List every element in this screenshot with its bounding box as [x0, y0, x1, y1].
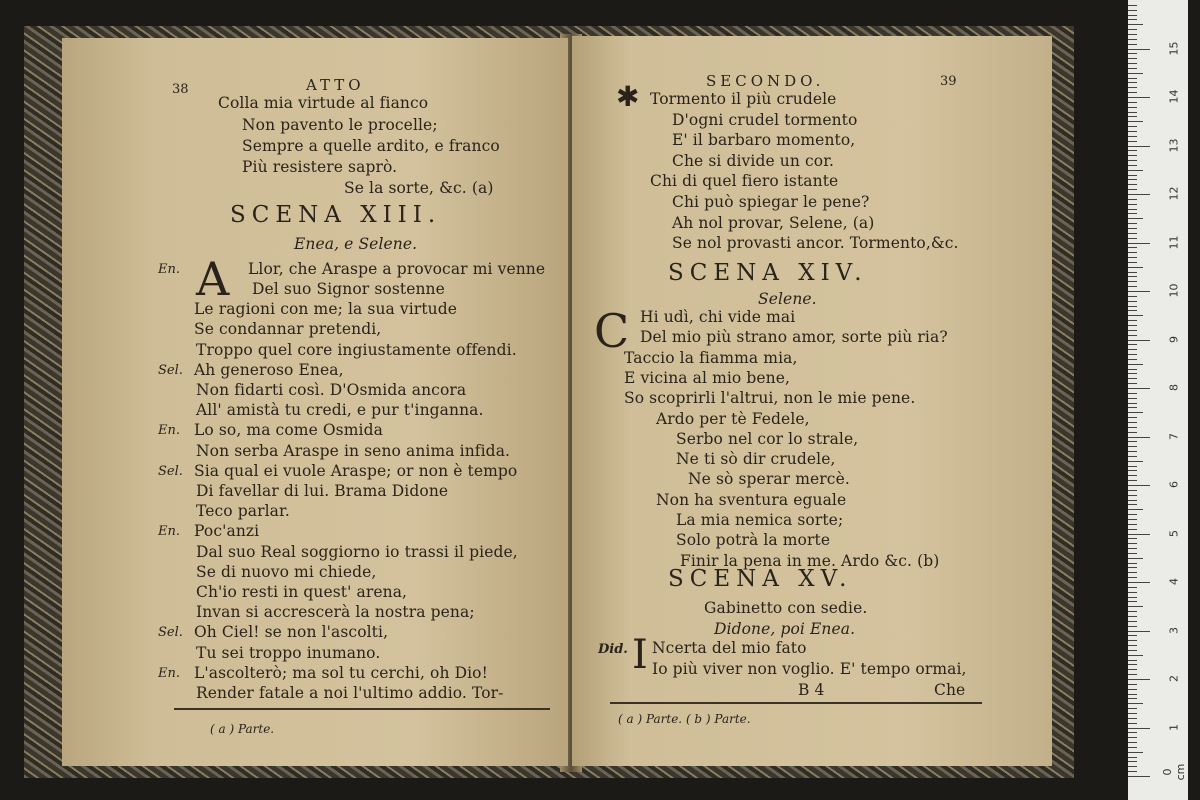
ruler-tick	[1128, 252, 1137, 253]
ruler-tick	[1128, 49, 1150, 50]
speaker-label: Did.	[598, 642, 628, 657]
ruler-tick	[1128, 364, 1143, 365]
speaker-label: Sel.	[158, 463, 183, 479]
ruler-tick	[1128, 175, 1137, 176]
dialogue-line: L'ascolterò; ma sol tu cerchi, oh Dio!	[194, 663, 488, 682]
verse-line: Non pavento le procelle;	[242, 116, 438, 134]
ruler-tick	[1128, 403, 1137, 404]
dialogue-line: Sia qual ei vuole Araspe; or non è tempo	[194, 461, 518, 480]
dialogue-line: Oh Ciel! se non l'ascolti,	[194, 623, 389, 642]
scene-setting: Gabinetto con sedie.	[704, 599, 868, 617]
ruler-tick	[1128, 422, 1137, 423]
verse-line: Ah nol provar, Selene, (a)	[672, 213, 875, 232]
ruler-tick	[1128, 631, 1150, 632]
verse-line: Ne ti sò dir crudele,	[676, 450, 836, 469]
ruler-label: 5	[1167, 529, 1181, 537]
ruler-tick	[1128, 761, 1137, 762]
ruler-tick	[1128, 247, 1137, 248]
drop-cap: A	[196, 252, 230, 306]
footnote-rule	[610, 702, 982, 704]
ruler-tick	[1128, 29, 1137, 30]
running-head: SECONDO.	[706, 72, 825, 90]
verse-line: Non ha sventura eguale	[656, 490, 847, 509]
ruler-tick	[1128, 737, 1137, 738]
ruler-tick	[1128, 272, 1137, 273]
ruler-tick	[1128, 412, 1143, 413]
ruler-label: 9	[1167, 335, 1181, 343]
ruler-tick	[1128, 432, 1137, 433]
ruler-tick	[1128, 267, 1143, 268]
verse-line: Hi udì, chi vide mai	[640, 308, 796, 326]
ruler-tick	[1128, 650, 1137, 651]
dialogue-line: Llor, che Araspe a provocar mi venne	[248, 260, 546, 278]
dialogue-line: Dal suo Real soggiorno io trassi il piede,	[196, 542, 518, 561]
ruler-tick	[1128, 354, 1137, 355]
signature-mark: B 4	[798, 681, 825, 699]
ruler-tick	[1128, 470, 1137, 471]
ruler-tick	[1128, 223, 1137, 224]
ruler-tick	[1128, 39, 1137, 40]
ruler-tick	[1128, 131, 1137, 132]
ruler-tick	[1128, 606, 1143, 607]
ruler-tick	[1128, 146, 1150, 147]
dialogue-line: Non serba Araspe in seno anima infida.	[196, 441, 511, 460]
running-head: ATTO	[306, 76, 365, 94]
ruler-tick	[1128, 635, 1137, 636]
ruler-tick	[1128, 771, 1137, 772]
ruler-label: 10	[1167, 283, 1181, 298]
verse-line: Chi può spiegar le pene?	[672, 193, 870, 211]
ruler-tick	[1128, 315, 1143, 316]
ruler-tick	[1128, 407, 1137, 408]
ruler-tick	[1128, 597, 1137, 598]
dialogue-line: Ch'io resti in quest' arena,	[196, 583, 408, 601]
dialogue-line: Teco parlar.	[196, 502, 290, 521]
verse-line: So scoprirli l'altrui, non le mie pene.	[624, 389, 916, 408]
verse-line: Ne sò sperar mercè.	[688, 470, 850, 489]
ruler-tick	[1128, 58, 1137, 59]
verse-line: Del mio più strano amor, sorte più ria?	[640, 328, 948, 347]
verse-line: La mia nemica sorte;	[676, 511, 844, 529]
ruler-tick	[1128, 78, 1137, 79]
ruler-tick	[1128, 378, 1137, 379]
ruler-tick	[1128, 92, 1137, 93]
ruler-tick	[1128, 558, 1143, 559]
dialogue-line: Di favellar di lui. Brama Didone	[196, 482, 449, 500]
ruler-tick	[1128, 519, 1137, 520]
ruler-tick	[1128, 276, 1137, 277]
ruler-tick	[1128, 369, 1137, 370]
ruler-tick	[1128, 126, 1137, 127]
ruler-tick	[1128, 732, 1137, 733]
ruler-tick	[1128, 529, 1137, 530]
ruler-tick	[1128, 179, 1137, 180]
ruler-tick	[1128, 359, 1137, 360]
verse-line: Colla mia virtude al fianco	[218, 94, 429, 112]
ruler-tick	[1128, 102, 1137, 103]
speaker-label: En.	[158, 524, 180, 540]
ruler-tick	[1128, 199, 1137, 200]
ruler-tick	[1128, 485, 1150, 486]
scene-characters: Selene.	[758, 290, 817, 308]
ruler-tick	[1128, 121, 1143, 122]
ruler-tick	[1128, 73, 1143, 74]
ruler-tick	[1128, 383, 1137, 384]
ruler-label: 0 cm	[1161, 763, 1187, 781]
ruler-tick	[1128, 480, 1137, 481]
verse-line: Ncerta del mio fato	[652, 639, 807, 657]
ruler-tick	[1128, 427, 1137, 428]
footnote: ( a ) Parte. ( b ) Parte.	[618, 712, 751, 726]
ruler-tick	[1128, 538, 1137, 539]
ruler-tick	[1128, 611, 1137, 612]
ruler-tick	[1128, 160, 1137, 161]
ruler-tick	[1128, 218, 1143, 219]
ruler-tick	[1128, 107, 1137, 108]
verse-line: Io più viver non voglio. E' tempo ormai,	[652, 660, 967, 678]
ruler-tick	[1128, 233, 1137, 234]
ruler-tick	[1128, 87, 1137, 88]
ruler-tick	[1128, 645, 1137, 646]
ruler-label: 8	[1167, 384, 1181, 391]
ruler-tick	[1128, 306, 1137, 307]
ruler-tick	[1128, 553, 1137, 554]
ruler-tick	[1128, 703, 1143, 704]
ruler-tick	[1128, 330, 1137, 331]
ruler-tick	[1128, 747, 1137, 748]
ruler-tick	[1128, 170, 1143, 171]
ruler-tick	[1128, 543, 1137, 544]
ruler-tick	[1128, 621, 1137, 622]
ruler-tick	[1128, 228, 1137, 229]
dialogue-line: Invan si accrescerà la nostra pena;	[196, 603, 475, 622]
dialogue-line: All' amistà tu credi, e pur t'inganna.	[196, 401, 484, 420]
ruler-tick	[1128, 335, 1137, 336]
left-page	[62, 38, 568, 766]
ruler-tick	[1128, 24, 1143, 25]
verse-line: Se nol provasti ancor. Tormento,&c.	[672, 234, 959, 253]
dialogue-line: Non fidarti così. D'Osmida ancora	[196, 381, 467, 399]
ruler-tick	[1128, 437, 1150, 438]
ruler-tick	[1128, 136, 1137, 137]
ruler-tick	[1128, 349, 1137, 350]
right-page	[572, 36, 1052, 766]
verse-line: Serbo nel cor lo strale,	[676, 429, 859, 448]
ruler-tick	[1128, 616, 1137, 617]
ruler-tick	[1128, 340, 1150, 341]
ruler-label: 12	[1167, 186, 1181, 201]
ruler-tick	[1128, 325, 1137, 326]
ruler-tick	[1128, 296, 1137, 297]
ruler-tick	[1128, 291, 1150, 292]
dialogue-line: Troppo quel core ingiustamente offendi.	[196, 340, 517, 359]
ruler-label: 4	[1167, 578, 1181, 585]
ruler-tick	[1128, 548, 1137, 549]
page-number: 39	[940, 74, 957, 89]
scene-characters: Enea, e Selene.	[294, 235, 418, 253]
speaker-label: Sel.	[158, 362, 183, 378]
ruler-tick	[1128, 44, 1137, 45]
ruler-tick	[1128, 393, 1137, 394]
ruler-label: 15	[1167, 41, 1181, 55]
ruler-tick	[1128, 446, 1137, 447]
ruler-tick	[1128, 728, 1150, 729]
verse-line: Taccio la fiamma mia,	[624, 348, 798, 367]
ruler-tick	[1128, 204, 1137, 205]
ruler-tick	[1128, 534, 1150, 535]
ruler-tick	[1128, 417, 1137, 418]
ruler-tick	[1128, 669, 1137, 670]
ruler-tick	[1128, 587, 1137, 588]
scene-characters: Didone, poi Enea.	[714, 620, 856, 638]
ruler-label: 3	[1167, 626, 1181, 634]
ruler-tick	[1128, 504, 1137, 505]
verse-line: Più resistere saprò.	[242, 158, 398, 176]
ruler-tick	[1128, 664, 1137, 665]
ruler-tick	[1128, 757, 1137, 758]
verse-line: Tormento il più crudele	[650, 90, 837, 108]
dialogue-line: Se condannar pretendi,	[194, 320, 382, 339]
ruler-tick	[1128, 466, 1137, 467]
ruler-tick	[1128, 679, 1150, 680]
scene-heading: SCENA XIV.	[668, 260, 868, 286]
ruler-tick	[1128, 495, 1137, 496]
ruler-tick	[1128, 257, 1137, 258]
ruler-tick	[1128, 694, 1137, 695]
drop-cap: C	[594, 304, 630, 358]
ruler-tick	[1128, 655, 1143, 656]
ruler-tick	[1128, 238, 1137, 239]
ruler-tick	[1128, 660, 1137, 661]
page-number: 38	[172, 82, 189, 97]
ruler-tick	[1128, 344, 1137, 345]
ruler-tick	[1128, 640, 1137, 641]
ruler-tick	[1128, 262, 1137, 263]
ruler-tick	[1128, 320, 1137, 321]
ruler-tick	[1128, 184, 1137, 185]
ruler-tick	[1128, 15, 1137, 16]
dialogue-line: Tu sei troppo inumano.	[196, 643, 381, 662]
ruler-tick	[1128, 150, 1137, 151]
ruler-tick	[1128, 441, 1137, 442]
ruler-tick	[1128, 373, 1137, 374]
speaker-label: En.	[158, 665, 180, 681]
ruler-tick	[1128, 490, 1137, 491]
ruler-tick	[1128, 626, 1137, 627]
ruler-tick	[1128, 388, 1150, 389]
ruler-tick	[1128, 68, 1137, 69]
ruler-tick	[1128, 500, 1137, 501]
ruler-tick	[1128, 689, 1137, 690]
ruler-tick	[1128, 577, 1137, 578]
ruler-tick	[1128, 53, 1137, 54]
ruler-tick	[1128, 509, 1143, 510]
verse-line: D'ogni crudel tormento	[672, 110, 858, 129]
ruler-tick	[1128, 572, 1137, 573]
ruler-label: 13	[1167, 138, 1181, 152]
ruler-label: 1	[1167, 723, 1181, 731]
ruler-label: 6	[1167, 481, 1181, 488]
ruler-tick	[1128, 281, 1137, 282]
ruler-tick	[1128, 97, 1150, 98]
ruler-tick	[1128, 742, 1137, 743]
ruler-tick	[1128, 398, 1137, 399]
ruler-tick	[1128, 475, 1137, 476]
ruler-tick	[1128, 451, 1137, 452]
ruler-tick	[1128, 567, 1137, 568]
ruler-label: 2	[1167, 675, 1181, 682]
ruler-tick	[1128, 82, 1137, 83]
verse-line: Ardo per tè Fedele,	[656, 409, 810, 428]
ruler-tick	[1128, 19, 1137, 20]
ruler-tick	[1128, 189, 1137, 190]
footnote-rule	[174, 708, 550, 710]
catchword: Che	[934, 681, 966, 699]
ruler-tick	[1128, 286, 1137, 287]
ruler-tick	[1128, 563, 1137, 564]
ruler-tick	[1128, 141, 1137, 142]
dialogue-line: Del suo Signor sostenne	[252, 280, 445, 298]
drop-cap: I	[632, 632, 648, 678]
speaker-label: En.	[158, 262, 180, 277]
ruler-tick	[1128, 243, 1150, 244]
verse-line: Che si divide un cor.	[672, 151, 835, 170]
scene-heading: SCENA XV.	[668, 566, 853, 592]
verse-line: Solo potrà la morte	[676, 531, 831, 550]
ruler-tick	[1128, 213, 1137, 214]
ruler-tick	[1128, 209, 1137, 210]
asterisk-mark: ✱	[616, 80, 640, 113]
ruler-tick	[1128, 723, 1137, 724]
ruler-tick	[1128, 456, 1137, 457]
verse-line: E vicina al mio bene,	[624, 368, 791, 387]
ruler-tick	[1128, 752, 1143, 753]
ruler-label: 7	[1167, 432, 1181, 440]
dialogue-line: Le ragioni con me; la sua virtude	[194, 300, 458, 319]
verse-line: Sempre a quelle ardito, e franco	[242, 137, 500, 155]
ruler-tick	[1128, 713, 1137, 714]
measurement-ruler	[1128, 0, 1188, 800]
ruler-tick	[1128, 684, 1137, 685]
ruler-tick	[1128, 155, 1137, 156]
verse-line: Chi di quel fiero istante	[650, 172, 839, 191]
ruler-tick	[1128, 116, 1137, 117]
ruler-tick	[1128, 698, 1137, 699]
ruler-tick	[1128, 766, 1137, 767]
verse-line: E' il barbaro momento,	[672, 131, 856, 150]
ruler-tick	[1128, 524, 1137, 525]
ruler-tick	[1128, 301, 1137, 302]
ruler-tick	[1128, 34, 1137, 35]
ruler-tick	[1128, 112, 1137, 113]
ruler-tick	[1128, 63, 1137, 64]
ruler-tick	[1128, 461, 1143, 462]
dialogue-line: Lo so, ma come Osmida	[194, 421, 383, 440]
speaker-label: Sel.	[158, 625, 183, 641]
dialogue-line: Se di nuovo mi chiede,	[196, 562, 377, 581]
footnote: ( a ) Parte.	[210, 722, 275, 736]
scene-heading: SCENA XIII.	[230, 202, 442, 228]
dialogue-line: Render fatale a noi l'ultimo addio. Tor-	[196, 684, 504, 702]
ruler-tick	[1128, 601, 1137, 602]
speaker-label: En.	[158, 423, 180, 439]
ruler-tick	[1128, 718, 1137, 719]
dialogue-line: Poc'anzi	[194, 522, 260, 541]
ruler-tick	[1128, 10, 1137, 11]
ruler-tick	[1128, 708, 1137, 709]
ruler-label: 11	[1167, 235, 1181, 249]
verse-line: Finir la pena in me. Ardo &c. (b)	[680, 551, 940, 570]
dialogue-line: Ah generoso Enea,	[194, 360, 344, 379]
ruler-tick	[1128, 194, 1150, 195]
verse-line: Se la sorte, &c. (a)	[344, 179, 494, 197]
ruler-tick	[1128, 5, 1137, 6]
ruler-tick	[1128, 310, 1137, 311]
ruler-tick	[1128, 514, 1137, 515]
ruler-tick	[1128, 776, 1150, 777]
ruler-tick	[1128, 674, 1137, 675]
ruler-tick	[1128, 582, 1150, 583]
ruler-tick	[1128, 592, 1137, 593]
ruler-tick	[1128, 165, 1137, 166]
ruler-label: 14	[1167, 89, 1181, 104]
